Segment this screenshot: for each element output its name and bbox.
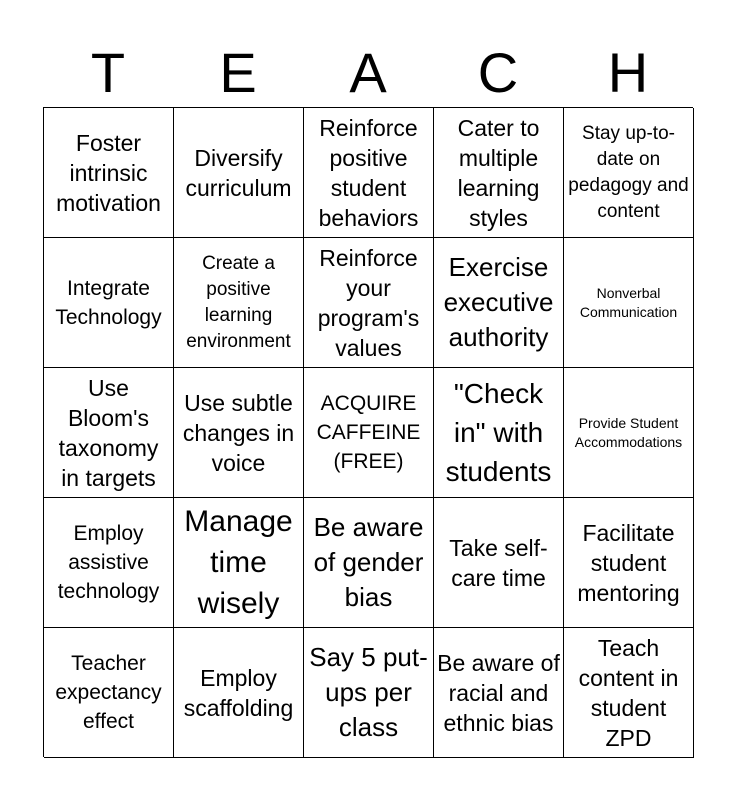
bingo-cell-text: Foster intrinsic motivation <box>56 129 161 216</box>
bingo-cell-text: Teach content in student ZPD <box>578 634 679 751</box>
bingo-cell-text: Say 5 put-ups per class <box>309 642 428 742</box>
bingo-board <box>43 107 693 757</box>
bingo-cell-text: Reinforce positive student behaviors <box>318 114 419 231</box>
bingo-cell[interactable] <box>304 628 434 758</box>
bingo-cell-text: Employ assistive technology <box>57 522 160 603</box>
bingo-cell-text: Use subtle changes in voice <box>182 389 295 476</box>
bingo-cell[interactable] <box>174 238 304 368</box>
bingo-cell-text: "Check in" with students <box>445 378 552 487</box>
header-letter-c: C <box>477 41 519 104</box>
bingo-cell-text: Take self-care time <box>449 534 548 591</box>
bingo-header <box>43 38 693 108</box>
bingo-cell[interactable] <box>434 368 564 498</box>
bingo-cell[interactable] <box>564 368 694 498</box>
bingo-cell[interactable] <box>564 238 694 368</box>
bingo-cell[interactable] <box>304 108 434 238</box>
bingo-cell-text: Use Bloom's taxonomy in targets <box>58 374 159 491</box>
bingo-cell[interactable] <box>434 498 564 628</box>
bingo-cell[interactable] <box>564 628 694 758</box>
bingo-cell[interactable] <box>174 108 304 238</box>
bingo-cell-text: Reinforce your program's values <box>317 244 420 361</box>
bingo-cell[interactable] <box>44 628 174 758</box>
bingo-cell[interactable] <box>304 238 434 368</box>
bingo-cell-text: ACQUIRE CAFFEINE (FREE) <box>316 392 421 473</box>
bingo-cell-text: Nonverbal Communication <box>579 284 678 320</box>
bingo-cell[interactable] <box>174 368 304 498</box>
bingo-cell-text: Facilitate student mentoring <box>577 519 680 606</box>
bingo-cell[interactable] <box>434 108 564 238</box>
bingo-cell-text: Provide Student Accommodations <box>574 414 683 450</box>
bingo-cell[interactable] <box>174 628 304 758</box>
bingo-cell-text: Cater to multiple learning styles <box>457 114 540 231</box>
bingo-cell-text: Be aware of racial and ethnic bias <box>437 649 560 736</box>
bingo-cell-text: Exercise executive authority <box>443 252 554 352</box>
bingo-cell[interactable] <box>434 628 564 758</box>
header-letter-h: H <box>607 41 649 104</box>
bingo-cell[interactable] <box>304 498 434 628</box>
bingo-cell-text: Integrate Technology <box>55 276 162 329</box>
bingo-cell[interactable] <box>44 368 174 498</box>
bingo-cell-text: Create a positive learning environment <box>186 252 291 352</box>
free-space-cell[interactable] <box>304 368 434 498</box>
bingo-cell[interactable] <box>44 108 174 238</box>
bingo-cell-text: Stay up-to-date on pedagogy and content <box>568 122 689 222</box>
bingo-cell[interactable] <box>564 498 694 628</box>
bingo-cell-text: Be aware of gender bias <box>313 512 424 612</box>
bingo-cell[interactable] <box>564 108 694 238</box>
header-letter-e: E <box>219 41 257 104</box>
header-letter-t: T <box>90 41 126 104</box>
bingo-cell[interactable] <box>44 498 174 628</box>
bingo-cell-text: Manage time wisely <box>184 505 293 620</box>
bingo-cell[interactable] <box>434 238 564 368</box>
bingo-cell-text: Diversify curriculum <box>185 144 292 201</box>
bingo-cell[interactable] <box>44 238 174 368</box>
bingo-cell-text: Employ scaffolding <box>183 664 294 721</box>
bingo-cell-text: Teacher expectancy effect <box>55 652 162 733</box>
bingo-cell[interactable] <box>174 498 304 628</box>
header-letter-a: A <box>349 41 387 104</box>
